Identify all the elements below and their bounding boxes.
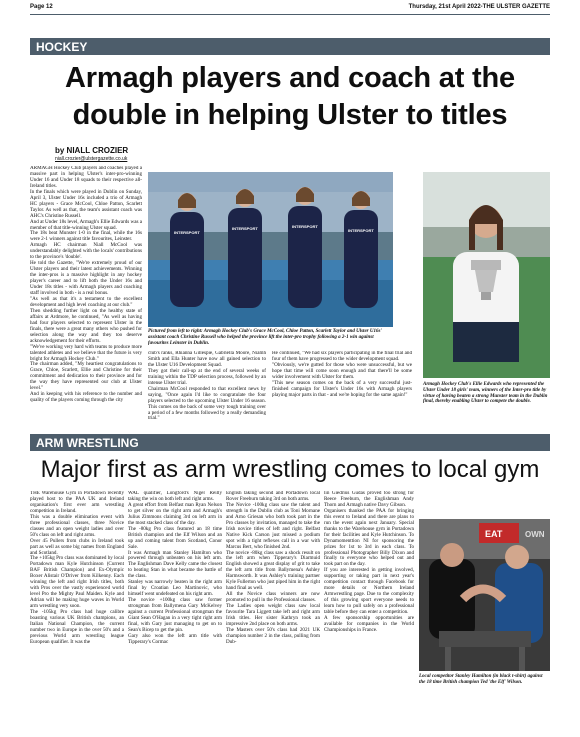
section-arm-wrestling: ARM WRESTLING [30, 434, 550, 451]
hockey-photo-caption: Pictured from left to right: Armagh Hockey Club's Grace McCool, Chloe Patton, Scarlett Taylor and Ulster U16s' assistant coach Christine Russell who helped the province lift the inter-pro trophy following a 2-1 win against favourites Leinster in Dublin. [148, 329, 382, 346]
paragraph: Stanley was narrowly beaten in the right arm final by Croatian Leo Martinovic, who himself went undefeated on his right arm. [128, 579, 222, 598]
kit-sponsor-3: INTERSPORT [292, 224, 318, 229]
arm-photo-caption: Local competitor Stanley Hamilton (in black t-shirt) against the 18 time British champion Ted 'the Elf' Wilson. [419, 674, 543, 685]
paragraph: Organisers thanked the PAA for bringing this event to Ireland and there are plans to run the event again next January. Special thanks to the Warehouse gym in Portadown for their facilities and Kyle Hutchinson. To Dynamomenttion NI for sponsoring the prizes for 1st to 3rd in each class. To professional Photographer Billy Dixon and finally to everyone who helped out and took part on the day. [324, 507, 414, 568]
issue-date: Thursday, 21st April 2022-THE ULSTER GAZETTE [408, 4, 550, 10]
header-rule [30, 14, 550, 15]
gym-sign-text-2: OWN [525, 530, 545, 539]
paragraph: The 18s beat Munster 1-0 in the final, while the 16s were 2-1 winners against title favourites, Leinster. [30, 230, 142, 243]
paragraph: The Masters over 50's class had 2021 UK champion number 2 in the class, pulling from Dub- [226, 626, 320, 645]
trophy-photo-image [423, 172, 550, 378]
paragraph: He continued, "We had six players participating in the final trial and four of them have progressed to the wider development squad. [272, 351, 412, 362]
kit-sponsor-2: INTERSPORT [232, 226, 258, 231]
trophy-photo-caption: Armagh Hockey Club's Ellie Edwards who represented the Ulster Under 18 girls' team, winners of the Inter-pro title by virtue of having beaten a strong Munster team in the Dublin final, thereby enabling Ulster to compete the double. [423, 382, 548, 405]
hockey-column-1 [30, 166, 142, 428]
headline-hockey: Armagh players and coach at the double in helping Ulster to titles [65, 62, 515, 131]
paragraph: If you are interested in getting involved, supporting or taking part in next year's competition contact through Facebook for more details or Northern Ireland Armwrestling page. Due to the complexity of this growing sport everyone needs to learn how to pull safely on a professional table before they can enter a competition. [324, 567, 414, 616]
paragraph: "As well as that it's a testament to the excellent development and high level coaching at our club." [30, 295, 142, 308]
hockey-team-photo [148, 172, 393, 327]
kit-sponsor-4: INTERSPORT [348, 228, 374, 233]
paragraph: The Ladies open weight class saw local favourite Tara Liggett take left and right arm Irish titles. Her sister Kathryn took an impressive 2nd place on both arms. [226, 603, 320, 627]
paragraph: Then shedding further light on the healthy state of affairs at Ardmore, he continued, "As well as having had four players selected to represent Ulster in the finals, there were a great many others who pushed for selection along the way and they too deserve acknowledgement for their efforts. [30, 307, 142, 344]
paragraph: And in keeping with his reference to the number and quality of the players coming through the city [30, 391, 142, 404]
paragraph: WAL qualifier, Longford's Nigel Reilly taking the win on both left and right arms. [128, 491, 222, 502]
paragraph: A few sponsorship opportunities are available for companies in the World Championships in France. [324, 615, 414, 633]
paragraph: The novice -80kg class saw a shock result on the left arm when Tipperary's Diarmuid English showed a great display of grit to take the left arm title from Ballymena's Ashley Harmsworth. It was Ashley's training partner Kyle Fullerton who just piped him in the right hand final as well. [226, 549, 320, 592]
arm-column-2 [128, 491, 222, 731]
byline: by NIALL CROZIER [55, 146, 129, 155]
gym-sign-text: EAT [485, 529, 503, 539]
arm-column-4 [324, 491, 414, 731]
headline-arm-wrestling: Major first as arm wrestling comes to local gym [40, 456, 540, 483]
arm-column-3 [226, 491, 320, 731]
paragraph: The novice +100kg class saw former strongman from Ballymena Gary McKelvey against a current Professional strongman the Giant Sean O'Hagan in a very tight right arm final, with Gary just managing to get on to Sean's Bicep to get the pin. [128, 597, 222, 633]
author-email[interactable]: niall.crozier@ulstergazette.co.uk [55, 156, 128, 162]
hockey-column-3 [272, 351, 412, 429]
paragraph: The +105kg Pro class was dominated by local Portadown man Kyle Hutchinson (Current BAF British Champion) and Ex-Olympic Boxer Alistair O'Driver from Kilkenny. Each winning the left and right Irish titles, both with Pros over the vastly experienced world level Pro the Mighty Paul Maiden. Kyle and Adrian will be making huge waves in World arm wrestling very soon. [30, 555, 124, 610]
paragraph: The -105kg Pro class had huge calibre boasting various UK British champions, an Italian National Champion, the current number two in Europe in the over 50's and a previous World arm wrestling league European qualifier. It was the [30, 609, 124, 645]
paragraph: Over 45 Pullers from clubs in Ireland took part as well as some big names from England and Scotland. [30, 537, 124, 556]
arm-wrestling-photo [419, 519, 550, 671]
paragraph: A great effort from Belfast man Ryan Nelson to get silver on the right arm and Armagh's Julius Zimmons claiming 3rd on left arm in the most stacked class of the day. [128, 501, 222, 526]
paragraph: lin Giedrius Gudas proved too strong for Reece Freeburn, the Englishman Andy Thorn and Armagh native Davy Gibson. [324, 491, 414, 508]
team-photo-image [148, 172, 393, 327]
paragraph: And at Under 18s level, Armagh's Ellie Edwards was a member of that title-winning Ulster squad. [30, 218, 142, 231]
arm-column-1 [30, 491, 124, 731]
hockey-column-2 [148, 351, 266, 429]
paragraph: Chairman McCool responded to that excellent news by saying, "Once again I'd like to congratulate the four players selected to the upcoming Ulster Under 16 season. This comes on the back of some very tough training over a period of a few months followed by a really demanding trial." [148, 385, 266, 422]
page-header [30, 3, 550, 13]
page-number: Page 12 [30, 4, 53, 10]
arm-wrestling-image [419, 519, 550, 671]
paragraph: ARMAGH Hockey Club players and coaches played a massive part in helping Ulster's inter-pro-winning Under 16 and Under 18 squads to their respective all-Ireland titles. [30, 166, 142, 189]
paragraph: The Novice -100kg class saw the talent and strength in the Dublin club as Toni Mornane and Arno Griesan who both took part in the Pro classes by invitation, managed to take the Irish novice titles of left and right. Belfast Native Kick Carson just missed a podium spot with a tight reflexes call in a war with Marcus Bert, who finished 2nd. [226, 501, 320, 550]
paragraph: It was Armagh man Stanley Hamilton who powered through unbeaten on his left arm. The Englishman Dave Kelly came the closest to beating Stan in what became the battle of the class. [128, 549, 222, 580]
kit-sponsor-1: INTERSPORT [174, 230, 200, 235]
paragraph: English taking second and Portadown local Rover Freeburn taking 3rd on both arms. [226, 491, 320, 502]
paragraph: This was a double elimination event with three professional classes, three Novice classes and an open weight ladies and over 50's class on left and right arms. [30, 513, 124, 538]
paragraph: The -80kg Pro class featured an 18 time British champion and the Elf Wilson and an up and coming talent from Scotland, Conor Sale. [128, 525, 222, 550]
paragraph: The chairman added, "My heartiest congratulations to Grace, Chloe, Scarlett, Ellie and Christine for their commitment and dedication to their province and for the way they have represented our club at Ulster level." [30, 361, 142, 392]
player-trophy-photo [423, 172, 550, 378]
paragraph: In the finals which were played in Dublin on Sunday, April 3, Ulster Under 16s included a trio of Armagh HC players - Grace McCool, Chloe Patton, Scarlett Taylor. As well as that, the team's assistant coach was AHC's Christine Russell. [30, 188, 142, 219]
paragraph: club's ranks, Rhianna Gillespie, Gabriella Moore, Niamh Smith and Ella Hunter have now all gained selection to the Ulster U16 Development Squad. [148, 351, 266, 368]
paragraph: Gary also won the left arm title with Tipperary's Cormac [128, 632, 222, 645]
paragraph: All the Novice class winners are now promoted to pull in the Professional classes. [226, 591, 320, 604]
paragraph: "This new season comes on the back of a very successful just-finished campaign for Ulster's Under 16s with Armagh players playing major parts in that - and we're hoping for the same again!" [272, 379, 412, 398]
paragraph: They got their call-up at the end of several weeks of training within the TDP selection process, followed by an intense Ulster trial. [148, 367, 266, 386]
paragraph: "We've working very hard with teams to produce more talented athletes and we believe that the future is very bright for Armagh Hockey Club." [30, 343, 142, 362]
paragraph: Armagh HC chairman Niall McCool was understandably delighted with the locals' contributions to the province's 'double'. [30, 242, 142, 261]
section-hockey: HOCKEY [30, 38, 550, 55]
paragraph: THE Warehouse Gym in Portadown recently played host to the PAA UK and Ireland organisation's first ever arm wrestling competition in Ireland. [30, 491, 124, 514]
paragraph: He told the Gazette, "We're extremely proud of our Ulster players and their latest achievements. Winning the inter-pros is a massive highlight in any hockey player's career and to lift both the Under 16s and Under 18s titles - with Armagh players and coaching staff involved in both - is a real bonus. [30, 260, 142, 297]
paragraph: "Obviously, we're gutted for those who were unsuccessful, but we hope that time will come soon enough and that there'll be some wider involvement with Ulster for them. [272, 361, 412, 380]
